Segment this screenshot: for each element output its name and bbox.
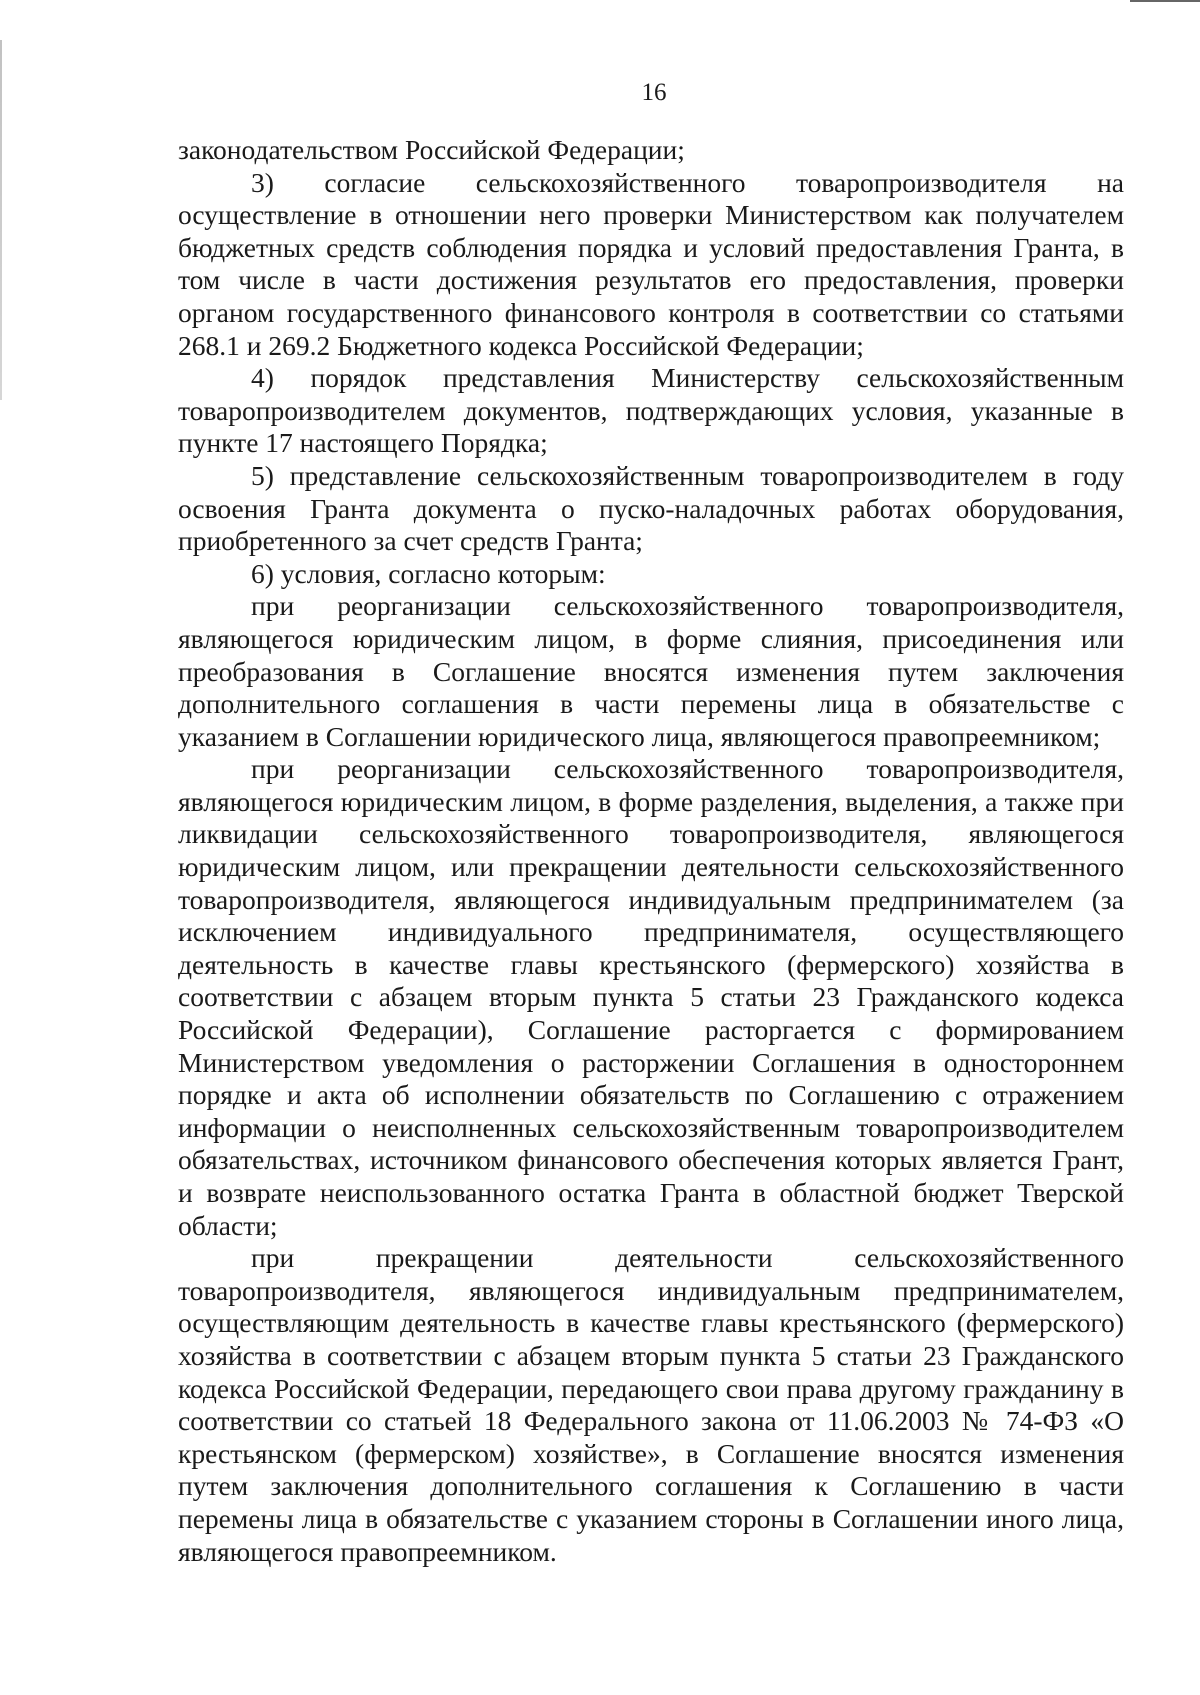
paragraph-item-6: 6) условия, согласно которым:	[251, 557, 606, 589]
scan-edge-top	[1130, 0, 1200, 2]
document-body	[178, 134, 1124, 1568]
paragraph-item-5: 5) представление сельскохозяйственным товаропроизводителем в году освоения Гранта документа о пуско-наладочных работах оборудования, приобретенного за счет средств Гранта;	[178, 459, 1124, 557]
paragraph-continuation: законодательством Российской Федерации;	[178, 134, 685, 165]
paragraph-reorganization-merger: при реорганизации сельскохозяйственного товаропроизводителя, являющегося юридическим лицом, в форме слияния, присоединения или преобразования в Соглашение вносятся изменения путем заключения дополнительного соглашения в части перемены лица в обязательстве с указанием в Соглашении юридического лица, являющегося правопреемником;	[178, 590, 1124, 752]
paragraph-item-4: 4) порядок представления Министерству сельскохозяйственным товаропроизводителем документов, подтверждающих условия, указанные в пункте 17 настоящего Порядка;	[178, 362, 1124, 459]
paragraph-termination-farm-head: при прекращении деятельности сельскохозяйственного товаропроизводителя, являющегося индивидуальным предпринимателем, осуществляющим деятельность в качестве главы крестьянского (фермерского) хозяйства в соответствии с абзацем вторым пункта 5 статьи 23 Гражданского кодекса Российской Федерации, передающего свои права другому гражданину в соответствии со статьей 18 Федерального закона от 11.06.2003 № 74-ФЗ «О крестьянском (фермерском) хозяйстве», в Соглашение вносятся изменения путем заключения дополнительного соглашения к Соглашению в части перемены лица в обязательстве с указанием стороны в Соглашении иного лица, являющегося правопреемником.	[178, 1242, 1124, 1567]
paragraph-reorganization-division: при реорганизации сельскохозяйственного товаропроизводителя, являющегося юридическим лицом, в форме разделения, выделения, а также при ликвидации сельскохозяйственного товаропроизводителя, являющегося юридическим лицом, или прекращении деятельности сельскохозяйственного товаропроизводителя, являющегося индивидуальным предпринимателем (за исключением индивидуального предпринимателя, осуществляющего деятельность в качестве главы крестьянского (фермерского) хозяйства в соответствии с абзацем вторым пункта 5 статьи 23 Гражданского кодекса Российской Федерации), Соглашение расторгается с формированием Министерством уведомления о расторжении Соглашения в одностороннем порядке и акта об исполнении обязательств по Соглашению с отражением информации о неисполненных сельскохозяйственным товаропроизводителем обязательствах, источником финансового обеспечения которых является Грант, и возврате неиспользованного остатка Гранта в областной бюджет Тверской области;	[178, 753, 1124, 1241]
paragraph-item-3: 3) согласие сельскохозяйственного товаропроизводителя на осуществление в отношении него проверки Министерством как получателем бюджетных средств соблюдения порядка и условий предоставления Гранта, в том числе в части достижения результатов его предоставления, проверки органом государственного финансового контроля в соответствии со статьями 268.1 и 269.2 Бюджетного кодекса Российской Федерации;	[178, 166, 1124, 361]
page-number: 16	[641, 79, 667, 106]
